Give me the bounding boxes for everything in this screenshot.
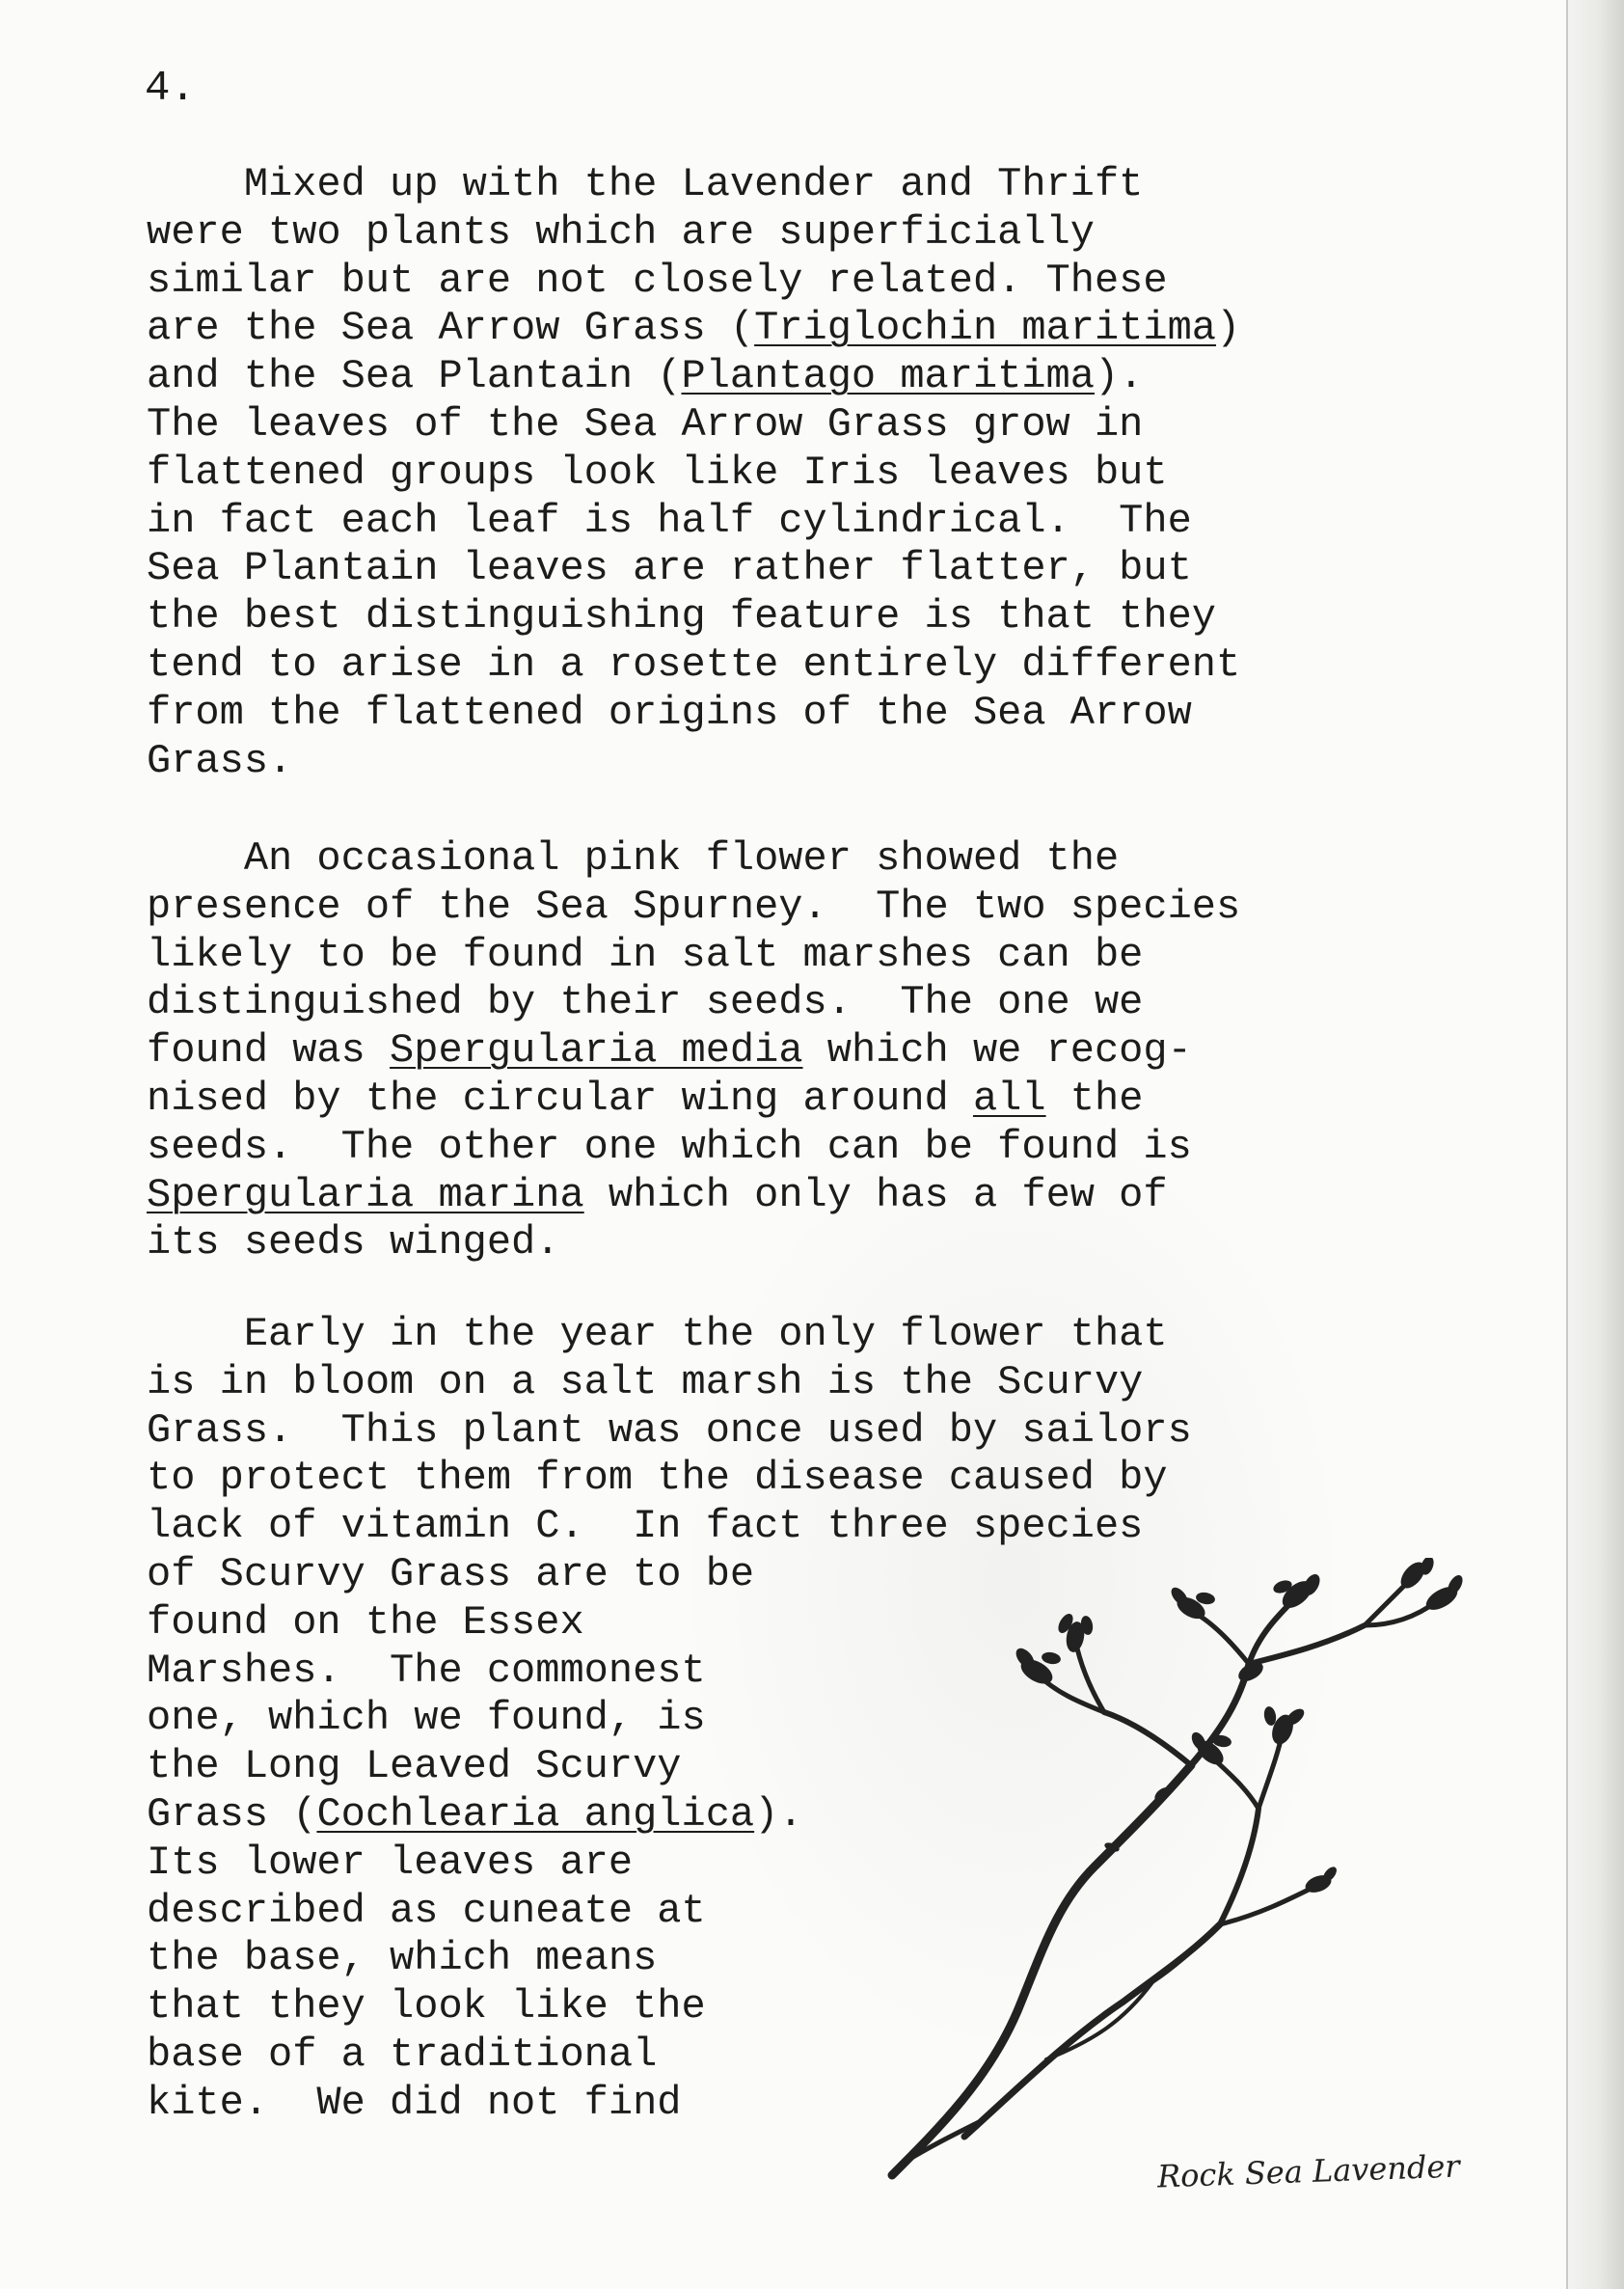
text-segment: ). xyxy=(1094,353,1144,400)
text-line xyxy=(147,161,1240,209)
text-line xyxy=(147,690,1240,738)
text-line xyxy=(147,1311,1192,1359)
text-segment: An occasional pink flower showed the xyxy=(147,835,1120,882)
text-segment: from the flattened origins of the Sea Arrow xyxy=(147,689,1192,736)
text-segment: likely to be found in salt marshes can be xyxy=(147,931,1144,978)
text-segment: kite. We did not find xyxy=(147,2079,682,2126)
text-line xyxy=(147,835,1240,884)
text-segment: is in bloom on a salt marsh is the Scurvy xyxy=(147,1358,1144,1405)
paragraph-sea-spurney xyxy=(147,835,1240,1267)
species-name: Plantago maritima xyxy=(681,353,1095,400)
text-line xyxy=(147,593,1240,641)
text-line xyxy=(147,1124,1240,1172)
text-segment: that they look like the xyxy=(147,1983,706,2030)
species-name: all xyxy=(972,1075,1046,1122)
text-line xyxy=(147,450,1240,498)
text-line xyxy=(147,1407,1192,1456)
text-segment: Sea Plantain leaves are rather flatter, but xyxy=(147,545,1192,592)
text-segment: the base, which means xyxy=(147,1935,658,1982)
page-number: 4. xyxy=(145,65,196,113)
text-segment: nised by the circular wing around xyxy=(147,1075,973,1122)
text-segment: similar but are not closely related. These xyxy=(147,257,1168,304)
text-segment: found was xyxy=(147,1027,391,1075)
text-line xyxy=(147,1359,1192,1407)
text-line xyxy=(147,1455,1192,1503)
text-line xyxy=(147,498,1240,546)
text-line xyxy=(147,1172,1240,1220)
text-segment: presence of the Sea Spurney. The two species xyxy=(147,883,1241,930)
text-line xyxy=(147,738,1240,786)
text-segment: ) xyxy=(1216,305,1241,352)
text-segment: distinguished by their seeds. The one we xyxy=(147,979,1144,1026)
text-segment: found on the Essex xyxy=(147,1598,584,1646)
text-line xyxy=(147,1219,1240,1267)
text-segment: described as cuneate at xyxy=(147,1887,706,1934)
text-segment: which we recog- xyxy=(802,1027,1192,1075)
text-segment: seeds. The other one which can be found is xyxy=(147,1123,1192,1170)
text-line xyxy=(147,401,1240,450)
text-segment: to protect them from the disease caused by xyxy=(147,1455,1168,1502)
text-segment: Grass. This plant was once used by sailors xyxy=(147,1406,1192,1454)
text-segment: Mixed up with the Lavender and Thrift xyxy=(147,161,1144,207)
text-line xyxy=(147,884,1240,932)
paragraph-lavender-thrift xyxy=(147,161,1240,785)
text-segment: in fact each leaf is half cylindrical. The xyxy=(147,497,1192,544)
text-segment: were two plants which are superficially xyxy=(147,208,1095,256)
text-line xyxy=(147,305,1240,353)
text-line xyxy=(147,1503,1192,1551)
text-segment: the xyxy=(1045,1075,1144,1122)
text-line xyxy=(147,545,1240,593)
text-line xyxy=(147,258,1240,306)
rock-sea-lavender-drawing xyxy=(873,1558,1471,2185)
species-name: Spergularia media xyxy=(390,1027,803,1075)
illustration-caption: Rock Sea Lavender xyxy=(1156,2147,1461,2195)
text-segment: of Scurvy Grass are to be xyxy=(147,1550,755,1597)
page-edge-line xyxy=(1566,0,1568,2289)
text-segment: the Long Leaved Scurvy xyxy=(147,1743,682,1790)
species-name: Spergularia marina xyxy=(147,1171,584,1218)
text-line xyxy=(147,209,1240,258)
text-segment: base of a traditional xyxy=(147,2030,658,2078)
text-line xyxy=(147,353,1240,401)
text-segment: ). xyxy=(754,1790,803,1838)
text-segment: one, which we found, is xyxy=(147,1695,706,1742)
text-segment: Its lower leaves are xyxy=(147,1839,634,1886)
text-line xyxy=(147,932,1240,980)
text-segment: The leaves of the Sea Arrow Grass grow in xyxy=(147,400,1144,448)
text-segment: the best distinguishing feature is that they xyxy=(147,593,1216,640)
species-name: Cochlearia anglica xyxy=(316,1790,755,1838)
text-segment: Early in the year the only flower that xyxy=(147,1311,1168,1357)
text-segment: Grass ( xyxy=(147,1790,317,1838)
species-name: Triglochin maritima xyxy=(754,305,1216,352)
text-line xyxy=(147,1027,1240,1076)
text-segment: Marshes. The commonest xyxy=(147,1647,706,1694)
text-line xyxy=(147,1076,1240,1124)
text-segment: tend to arise in a rosette entirely different xyxy=(147,640,1241,688)
text-segment: are the Sea Arrow Grass ( xyxy=(147,305,755,352)
text-segment: lack of vitamin C. In fact three species xyxy=(147,1503,1144,1550)
text-line xyxy=(147,979,1240,1027)
text-segment: Grass. xyxy=(147,737,293,784)
text-segment: which only has a few of xyxy=(583,1171,1168,1218)
text-line xyxy=(147,641,1240,690)
page-edge-shadow xyxy=(1566,0,1624,2289)
text-segment: its seeds winged. xyxy=(147,1219,560,1267)
text-segment: and the Sea Plantain ( xyxy=(147,353,682,400)
text-segment: flattened groups look like Iris leaves but xyxy=(147,449,1168,496)
